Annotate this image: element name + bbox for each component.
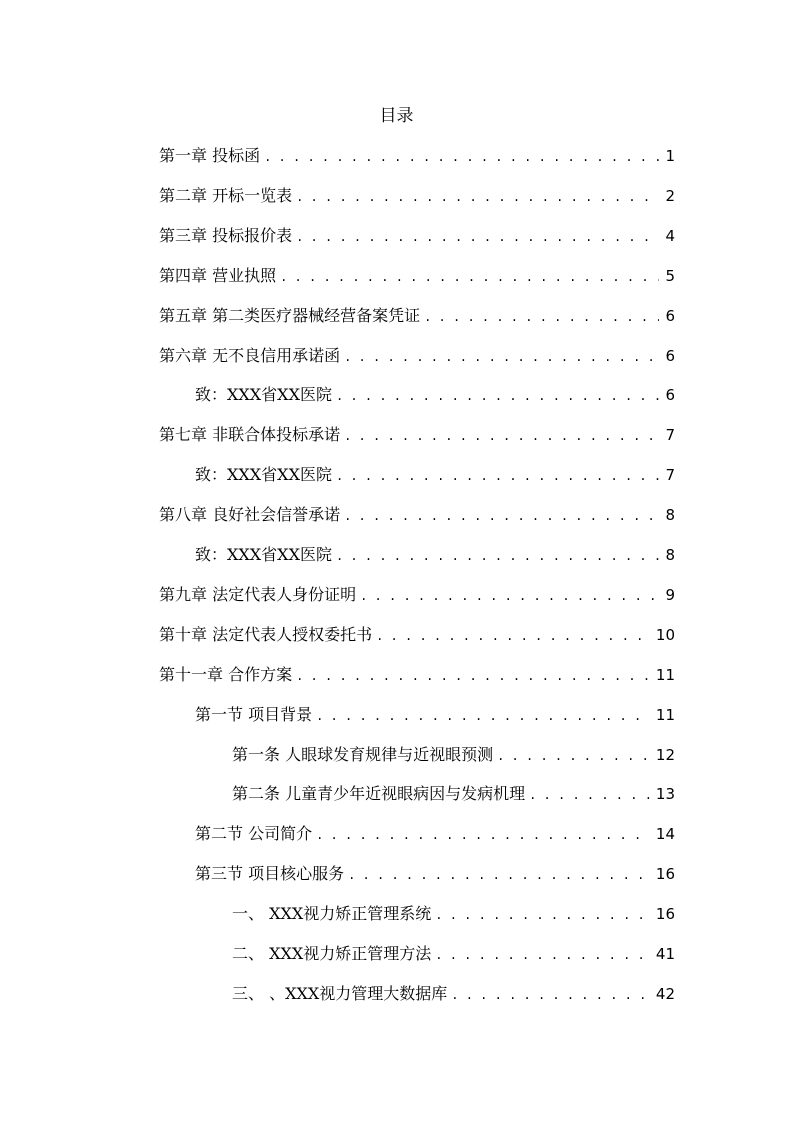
toc-dot-leader (344, 423, 659, 449)
toc-entry-label: 第十一章 合作方案 (159, 664, 293, 684)
toc-entry[interactable] (159, 622, 675, 648)
toc-page-number: 6 (665, 306, 675, 325)
toc-page-number: 12 (655, 745, 675, 764)
toc-dot-leader (296, 663, 650, 689)
toc-page-number: 8 (665, 546, 675, 564)
toc-entry-label: 二、 XXX视力矫正管理方法 (232, 944, 432, 963)
toc-entry-label: 第一章 投标函 (159, 146, 261, 165)
toc-entry[interactable] (232, 941, 675, 967)
toc-dot-leader (316, 703, 650, 729)
toc-page-number: 4 (665, 226, 675, 245)
toc-entry[interactable] (232, 781, 675, 807)
toc-dot-leader (296, 184, 659, 210)
toc-page-number: 2 (665, 186, 675, 205)
toc-page-number: 16 (655, 905, 675, 924)
toc-entry[interactable] (159, 422, 675, 448)
toc-dot-leader (280, 264, 659, 290)
toc-dot-leader (336, 543, 659, 569)
toc-entry[interactable] (195, 462, 675, 488)
toc-page-number: 42 (655, 984, 675, 1003)
toc-dot-leader (435, 942, 650, 968)
toc-dot-leader (316, 822, 650, 848)
toc-entry-label: 第五章 第二类医疗器械经营备案凭证 (159, 305, 421, 325)
toc-page-number: 7 (665, 426, 675, 445)
toc-dot-leader (344, 344, 659, 370)
toc-dot-leader (497, 743, 650, 769)
toc-title: 目录 (379, 106, 414, 126)
toc-entry[interactable] (232, 981, 675, 1007)
toc-entry[interactable] (195, 382, 675, 408)
toc-page-number: 9 (665, 585, 675, 604)
toc-entry-label: 第二节 公司简介 (195, 824, 313, 844)
toc-dot-leader (360, 583, 659, 609)
toc-entry[interactable] (159, 263, 675, 289)
toc-dot-leader (348, 862, 650, 888)
toc-entry-label: 第二条 儿童青少年近视眼病因与发病机理 (232, 784, 526, 804)
toc-entry-label: 第八章 良好社会信誉承诺 (159, 505, 341, 525)
toc-dot-leader (451, 982, 650, 1008)
toc-dot-leader (529, 782, 650, 808)
toc-dot-leader (336, 463, 659, 489)
toc-page-number: 7 (665, 466, 675, 485)
toc-page-number: 11 (655, 665, 675, 684)
toc-page-number: 14 (655, 825, 675, 844)
toc-entry[interactable] (195, 821, 675, 847)
toc-entry-label: 致：XXX省XX医院 (195, 465, 332, 485)
toc-dot-leader (435, 902, 650, 928)
toc-entry[interactable] (159, 223, 675, 249)
toc-entry[interactable] (232, 901, 675, 927)
toc-entry-label: 致：XXX省XX医院 (195, 385, 332, 405)
toc-dot-leader (424, 304, 659, 330)
toc-dot-leader (296, 224, 659, 250)
toc-entry-label: 第六章 无不良信用承诺函 (159, 345, 341, 365)
toc-entry-label: 第一节 项目背景 (195, 704, 313, 724)
toc-dot-leader (264, 144, 659, 170)
toc-entry-label: 第九章 法定代表人身份证明 (159, 584, 357, 604)
toc-entry-label: 第七章 非联合体投标承诺 (159, 425, 341, 445)
toc-page-number: 5 (665, 266, 675, 285)
toc-page-number: 1 (665, 147, 675, 165)
toc-entry-label: 第一条 人眼球发育规律与近视眼预测 (232, 744, 494, 764)
toc-entry[interactable] (159, 502, 675, 528)
toc-entry-label: 第十章 法定代表人授权委托书 (159, 624, 373, 644)
toc-entry[interactable] (195, 702, 675, 728)
toc-entry-label: 第四章 营业执照 (159, 265, 277, 285)
toc-entry[interactable] (195, 861, 675, 887)
toc-entry[interactable] (195, 542, 675, 568)
toc-page-number: 13 (655, 785, 675, 804)
toc-entry-label: 三、 、XXX视力管理大数据库 (232, 983, 448, 1003)
toc-page-number: 10 (655, 625, 675, 644)
toc-entry-label: 第二章 开标一览表 (159, 185, 293, 205)
toc-page-number: 8 (665, 506, 675, 525)
toc-entry[interactable] (159, 143, 675, 169)
toc-entry-label: 第三章 投标报价表 (159, 225, 293, 245)
toc-dot-leader (376, 623, 650, 649)
toc-entry[interactable] (159, 582, 675, 608)
toc-dot-leader (336, 383, 659, 409)
toc-entry-label: 一、 XXX视力矫正管理系统 (232, 904, 432, 924)
toc-page-number: 6 (665, 346, 675, 365)
toc-dot-leader (344, 503, 659, 529)
toc-page-number: 41 (655, 945, 675, 963)
toc-page-number: 11 (655, 705, 675, 724)
toc-entry[interactable] (159, 662, 675, 688)
toc-page-number: 16 (655, 865, 675, 884)
toc-entry-label: 致：XXX省XX医院 (195, 545, 332, 564)
toc-entry[interactable] (159, 303, 675, 329)
toc-page-number: 6 (665, 386, 675, 405)
toc-entry[interactable] (232, 742, 675, 768)
toc-entry-label: 第三节 项目核心服务 (195, 864, 345, 884)
toc-entry[interactable] (159, 183, 675, 209)
toc-entry[interactable] (159, 343, 675, 369)
